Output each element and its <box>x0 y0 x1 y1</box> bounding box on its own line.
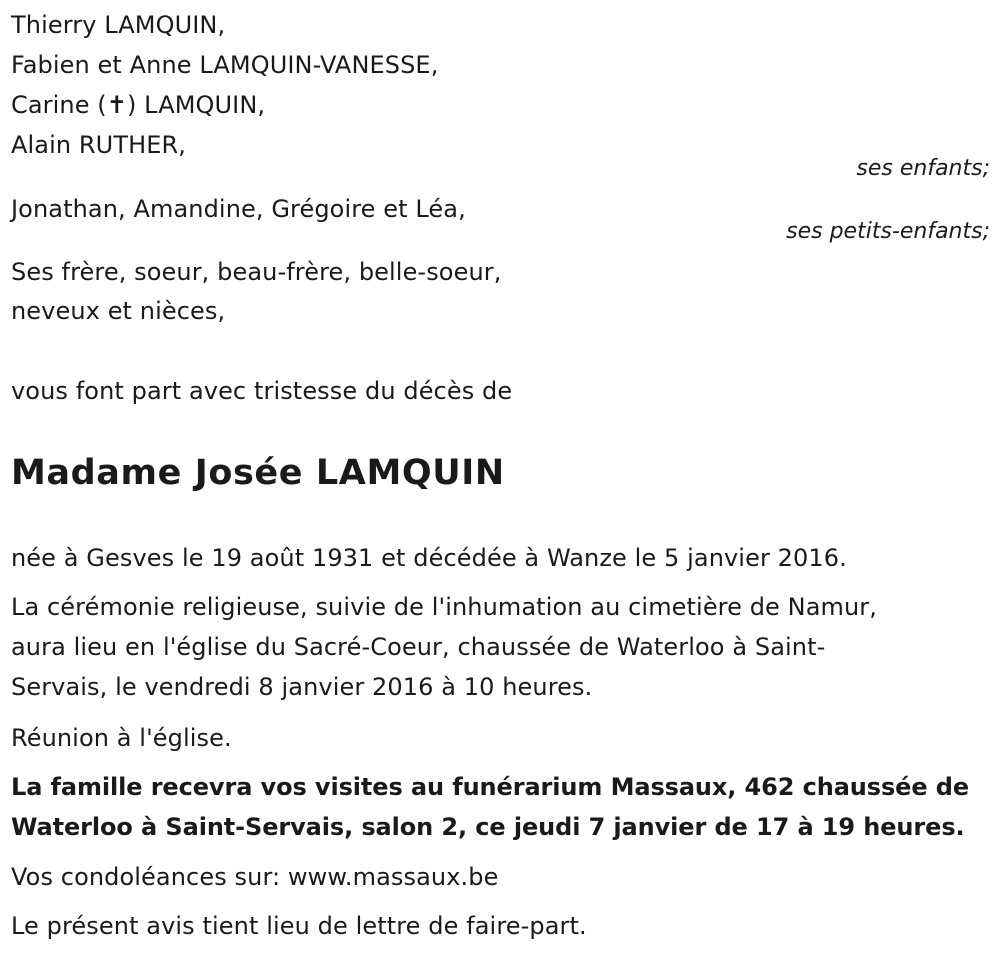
visits-line: La famille recevra vos visites au funérarium Massaux, 462 chaussée de <box>11 773 970 801</box>
ceremony-line: La cérémonie religieuse, suivie de l'inhumation au cimetière de Namur, <box>11 593 877 621</box>
grandchildren-role-label: ses petits-enfants; <box>786 219 990 244</box>
family-child-line: Fabien et Anne LAMQUIN-VANESSE, <box>11 51 439 79</box>
grandchildren-line: Jonathan, Amandine, Grégoire et Léa, <box>11 195 466 223</box>
family-child-line: Carine (✝) LAMQUIN, <box>11 91 266 119</box>
siblings-line: Ses frère, soeur, beau-frère, belle-soeur, <box>11 258 502 286</box>
visits-line: Waterloo à Saint-Servais, salon 2, ce jeudi 7 janvier de 17 à 19 heures. <box>11 813 965 841</box>
ceremony-line: Servais, le vendredi 8 janvier 2016 à 10 heures. <box>11 673 593 701</box>
deceased-name-heading: Madame Josée LAMQUIN <box>11 453 505 493</box>
siblings-line: neveux et nièces, <box>11 297 226 325</box>
condolences-line: Vos condoléances sur: www.massaux.be <box>11 863 499 891</box>
ceremony-line: aura lieu en l'église du Sacré-Coeur, chaussée de Waterloo à Saint- <box>11 633 826 661</box>
family-child-line: Thierry LAMQUIN, <box>11 11 226 39</box>
closing-line: Le présent avis tient lieu de lettre de faire-part. <box>11 912 587 940</box>
announcement-text: vous font part avec tristesse du décès de <box>11 377 513 405</box>
meeting-line: Réunion à l'église. <box>11 724 232 752</box>
birth-death-line: née à Gesves le 19 août 1931 et décédée à Wanze le 5 janvier 2016. <box>11 544 847 572</box>
children-role-label: ses enfants; <box>856 156 990 181</box>
family-child-line: Alain RUTHER, <box>11 131 187 159</box>
